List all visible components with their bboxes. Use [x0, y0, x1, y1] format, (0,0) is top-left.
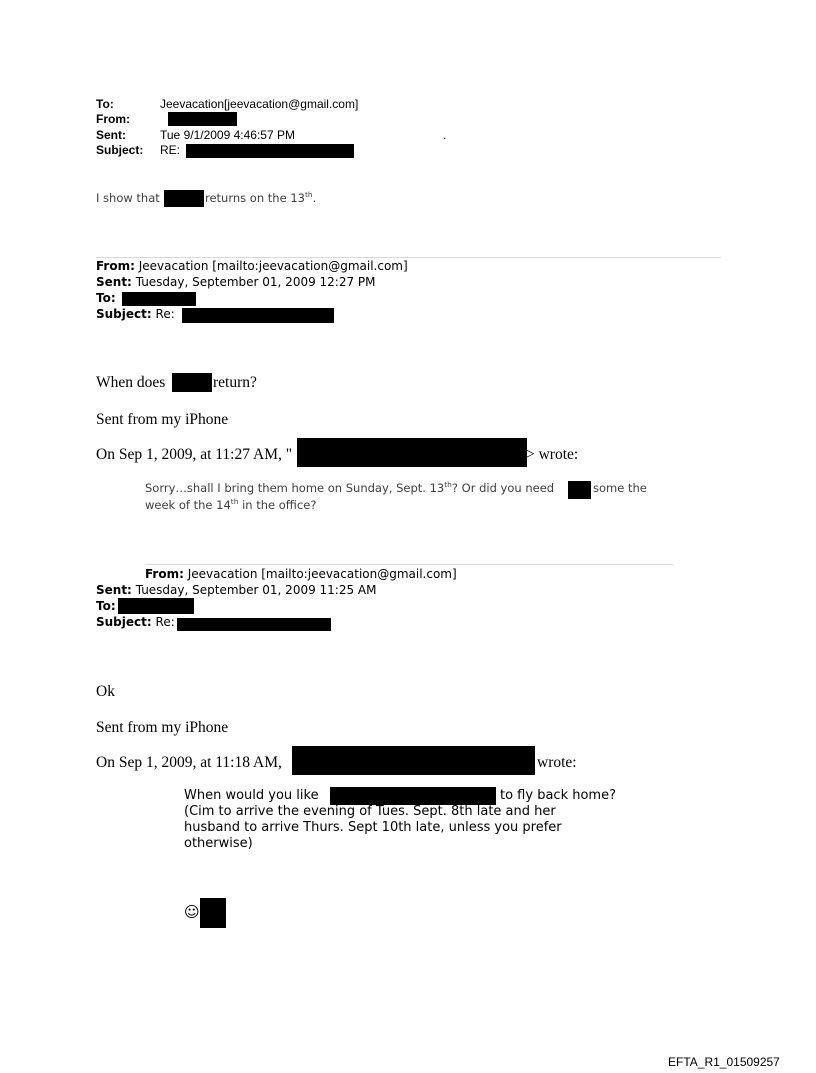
- smiley-icon: ☺: [184, 903, 200, 921]
- quoted1-from: From: Jeevacation [mailto:jeevacation@gmail.com]: [96, 259, 408, 273]
- message2-line-end: return?: [213, 374, 257, 391]
- redaction-box: [164, 190, 204, 207]
- quoted-body1-line2: week of the 14th in the office?: [145, 497, 317, 512]
- quoted2-from: From: Jeevacation [mailto:jeevacation@gmail.com]: [145, 567, 457, 581]
- quoted2-to-label: To:: [96, 599, 116, 613]
- message3-signature: Sent from my iPhone: [96, 719, 229, 736]
- redaction-box: [118, 598, 194, 614]
- redaction-box: [292, 746, 535, 775]
- message2-on-line-end: > wrote:: [526, 446, 579, 463]
- quoted2-subject: Subject: Re:: [96, 615, 175, 629]
- redaction-box: [200, 898, 226, 928]
- header-sent-label: Sent:: [96, 128, 126, 142]
- redaction-box: [330, 787, 496, 805]
- quoted-body1-line1-end: some the: [593, 481, 647, 495]
- reply1-text-end: returns on the 13th.: [205, 190, 317, 205]
- message3-ok: Ok: [96, 683, 115, 700]
- redaction-box: [177, 618, 331, 631]
- redaction-box: [182, 308, 334, 323]
- header-to-label: To:: [96, 97, 114, 111]
- reply1-text-start: I show that: [96, 191, 160, 205]
- quoted1-sent: Sent: Tuesday, September 01, 2009 12:27 PM: [96, 275, 376, 289]
- quoted-body2-line4: otherwise): [184, 836, 253, 851]
- message2-on-line-start: On Sep 1, 2009, at 11:27 AM, ": [96, 446, 293, 463]
- header-subject-value: RE:: [160, 143, 181, 157]
- quoted-body2-line3: husband to arrive Thurs. Sept 10th late, unless you prefer: [184, 820, 562, 835]
- divider: [96, 257, 721, 258]
- redaction-box: [297, 438, 527, 467]
- redaction-box: [122, 292, 196, 306]
- quoted-body1-line1-start: Sorry…shall I bring them home on Sunday, Sept. 13th? Or did you need: [145, 480, 555, 495]
- redaction-box: [568, 481, 591, 499]
- stray-mark: .: [443, 128, 447, 142]
- quoted1-subject: Subject: Re:: [96, 307, 175, 321]
- quoted2-sent: Sent: Tuesday, September 01, 2009 11:25 AM: [96, 583, 377, 597]
- quoted-body2-line2: (Cim to arrive the evening of Tues. Sept. 8th late and her: [184, 804, 556, 819]
- divider: [145, 564, 673, 565]
- redaction-box: [186, 144, 354, 158]
- message2-signature: Sent from my iPhone: [96, 411, 229, 428]
- message2-line-start: When does: [96, 374, 166, 391]
- quoted1-to-label: To:: [96, 291, 116, 305]
- redaction-box: [172, 373, 212, 392]
- document-id: EFTA_R1_01509257: [668, 1055, 780, 1069]
- header-from-label: From:: [96, 112, 130, 126]
- quoted-body2-line1-end: to fly back home?: [500, 788, 616, 803]
- quoted-body2-line1-start: When would you like: [184, 788, 319, 803]
- header-subject-label: Subject:: [96, 143, 144, 157]
- header-sent-value: Tue 9/1/2009 4:46:57 PM: [160, 128, 295, 142]
- header-to-value: Jeevacation[jeevacation@gmail.com]: [160, 97, 359, 111]
- message3-on-line-start: On Sep 1, 2009, at 11:18 AM,: [96, 754, 282, 771]
- redaction-box: [168, 112, 237, 126]
- message3-on-line-end: wrote:: [537, 754, 577, 771]
